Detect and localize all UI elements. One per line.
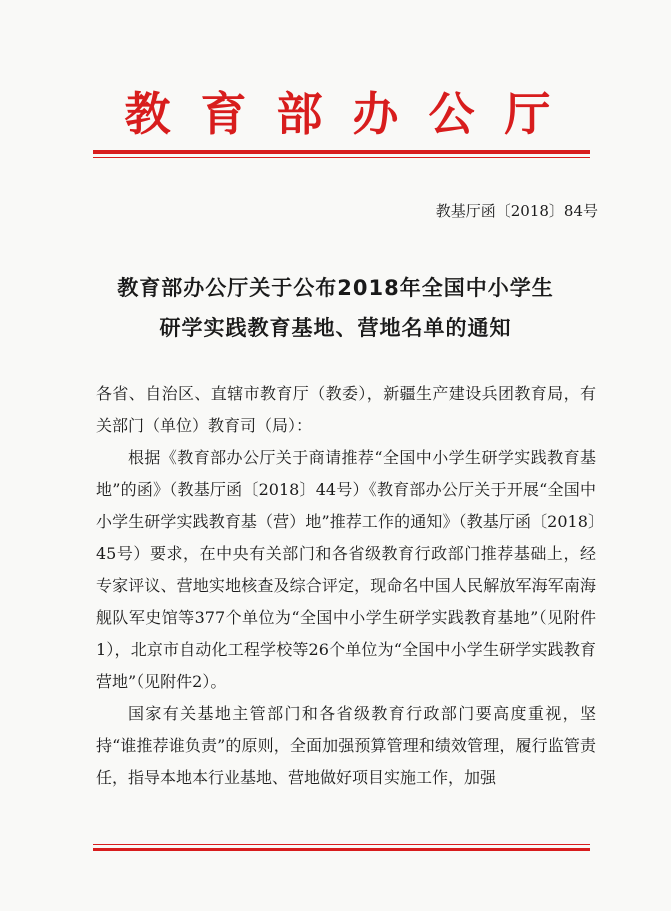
footer-red-rule-thick [93,848,590,851]
header-red-rule-thick [93,150,590,154]
issuing-organization-title: 教育部办公厅 [124,87,581,141]
body-paragraph-2: 国家有关基地主管部门和各省级教育行政部门要高度重视，坚持“谁推荐谁负责”的原则，全面加强预算管理和绩效管理，履行监管责任，指导本地本行业基地、营地做好项目实施工作，加强 [96,704,596,787]
body-paragraph-1: 根据《教育部办公厅关于商请推荐“全国中小学生研学实践教育基地”的函》（教基厅函〔2018〕44号）《教育部办公厅关于开展“全国中小学生研学实践教育基（营）地”推荐工作的通知》（教基厅函〔2018〕45号）要求，在中央有关部门和各省级教育行政部门推荐基础上，经专家评议、营地实地核查及综合评定，现命名中国人民解放军海军南海舰队军史馆等377个单位为“全国中小学生研学实践教育基地”（见附件1），北京市自动化工程学校等26个单位为“全国中小学生研学实践教育营地”（见附件2）。 [96,448,596,691]
notice-body [96,378,596,794]
addressee: 各省、自治区、直辖市教育厅（教委），新疆生产建设兵团教育局，有关部门（单位）教育司（局）： [96,384,596,435]
notice-title-line-2: 研学实践教育基地、营地名单的通知 [159,316,512,340]
header-red-rule-thin [93,157,590,158]
footer-red-rule-thin [93,844,590,845]
document-number: 教基厅函〔2018〕84号 [435,202,598,220]
notice-title-line-1: 教育部办公厅关于公布2018年全国中小学生 [117,276,554,300]
